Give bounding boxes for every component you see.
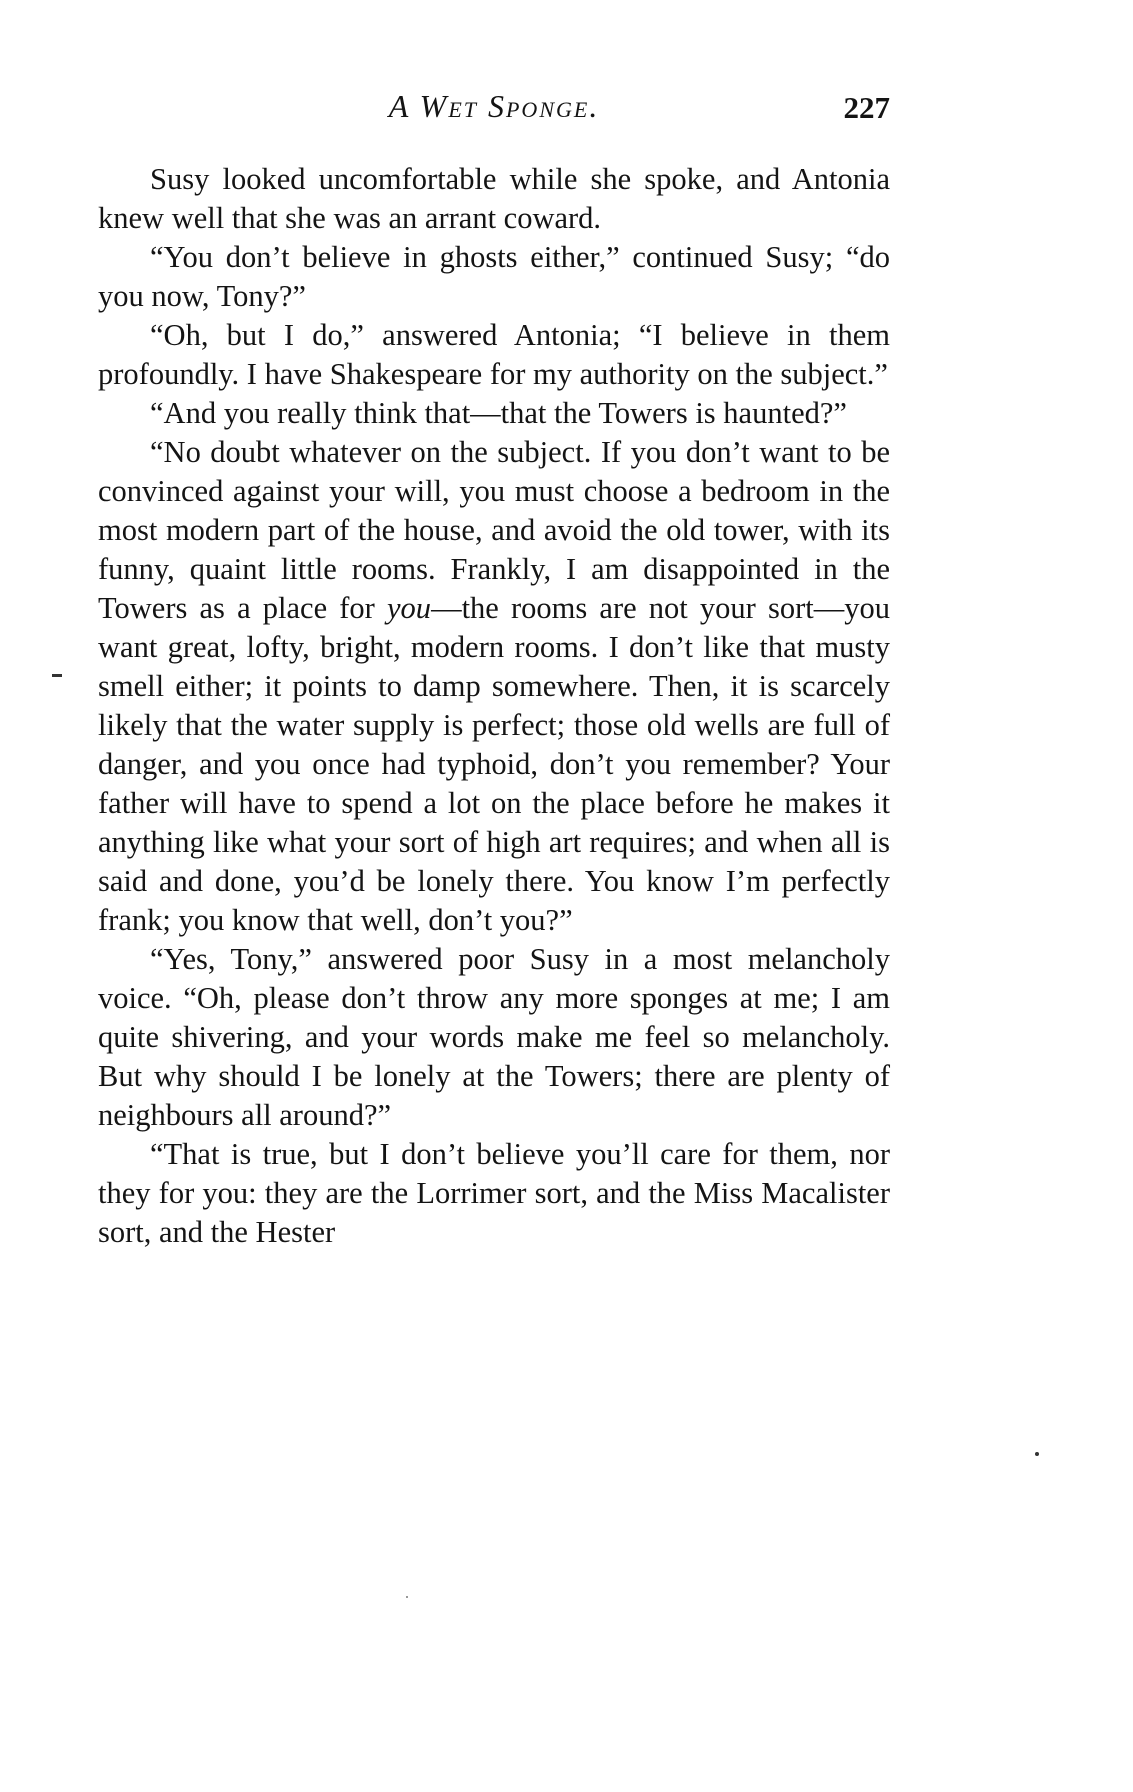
margin-dot — [1035, 1452, 1039, 1456]
running-head — [98, 88, 890, 132]
page-number: 227 — [843, 90, 890, 125]
paragraph: “You don’t believe in ghosts either,” continued Susy; “do you now, Tony?” — [98, 240, 890, 313]
body-text — [98, 160, 890, 1252]
paragraph: “Yes, Tony,” answered poor Susy in a most melancholy voice. “Oh, please don’t throw any more sponges at me; I am quite shivering, and your words make me feel so melancholy. But why should I be lonely at the Towers; there are plenty of neighbours all around?” — [98, 942, 890, 1132]
paragraph-text: —the rooms are not your sort—you want great, lofty, bright, modern rooms. I don’t like that musty smell either; it points to damp somewhere. Then, it is scarcely likely that the water supply is perfect; those old wells are full of danger, and you once had typhoid, don’t you remember? Your father will have to spend a lot on the place before he makes it anything like what your sort of high art requires; and when all is said and done, you’d be lonely there. You know I’m perfectly frank; you know that well, don’t you?” — [98, 591, 891, 937]
running-title: A Wet Sponge. — [388, 88, 600, 124]
paragraph: “Oh, but I do,” answered Antonia; “I believe in them profoundly. I have Shakespeare for my authority on the subject.” — [98, 318, 890, 391]
print-speck — [406, 1596, 408, 1598]
emphasized-word: you — [387, 591, 432, 625]
paragraph: “That is true, but I don’t believe you’ll care for them, nor they for you: they are the Lorrimer sort, and the Miss Macalister sort, and the Hester — [98, 1137, 890, 1249]
paragraph-text: “No doubt whatever on the subject. If you don’t want to be convinced against your will, you must choose a bedroom in the most modern part of the house, and avoid the old tower, with its funny, quaint little rooms. Frankly, I am disappointed in the Towers as a place for — [98, 435, 890, 625]
paragraph: Susy looked uncomfortable while she spoke, and Antonia knew well that she was an arrant coward. — [98, 162, 890, 235]
margin-mark — [52, 674, 62, 677]
paragraph — [98, 433, 890, 940]
paragraph: “And you really think that—that the Towers is haunted?” — [150, 396, 847, 430]
